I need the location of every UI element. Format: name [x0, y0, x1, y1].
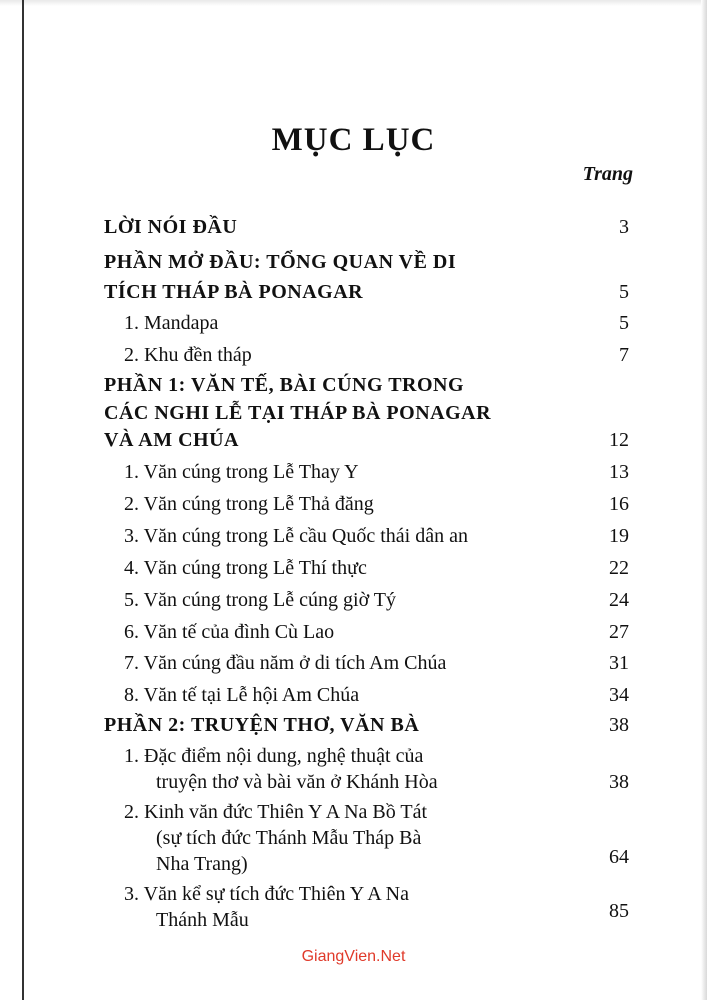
toc-entry-2-2-cont2: Nha Trang) — [156, 853, 248, 875]
toc-entry-1-7: 7. Văn cúng đầu năm ở di tích Am Chúa — [124, 652, 447, 674]
toc-entry-2-2-cont: (sự tích đức Thánh Mẫu Tháp Bà — [156, 827, 422, 849]
toc-entry-temple-area: 2. Khu đền tháp — [124, 344, 252, 366]
toc-page-part-2: 38 — [609, 714, 629, 736]
toc-entry-2-1-cont: truyện thơ và bài văn ở Khánh Hòa — [156, 771, 438, 793]
toc-page-2-1: 38 — [609, 771, 629, 793]
toc-entry-1-2: 2. Văn cúng trong Lễ Thả đăng — [124, 493, 374, 515]
toc-entry-part-1: PHẦN 1: VĂN TẾ, BÀI CÚNG TRONG — [104, 374, 465, 396]
toc-entry-part-1-cont: CÁC NGHI LỄ TẠI THÁP BÀ PONAGAR — [104, 402, 492, 424]
page-column-label: Trang — [582, 163, 633, 185]
toc-entry-1-8: 8. Văn tế tại Lễ hội Am Chúa — [124, 684, 360, 706]
toc-page-opening-part: 5 — [619, 281, 629, 303]
page-title: MỤC LỤC — [271, 122, 436, 158]
toc-page-1-8: 34 — [609, 684, 629, 706]
toc-entry-1-1: 1. Văn cúng trong Lễ Thay Y — [124, 461, 359, 483]
toc-entry-part-1-cont2: VÀ AM CHÚA — [104, 429, 239, 451]
toc-page-1-1: 13 — [609, 461, 629, 483]
toc-page-1-4: 22 — [609, 557, 629, 579]
toc-entry-2-2: 2. Kinh văn đức Thiên Y A Na Bồ Tát — [124, 801, 428, 823]
toc-page-1-5: 24 — [609, 589, 629, 611]
toc-page-2-2: 64 — [609, 846, 629, 868]
toc-page-1-6: 27 — [609, 621, 629, 643]
toc-page-mandapa: 5 — [619, 312, 629, 334]
toc-entry-mandapa: 1. Mandapa — [124, 312, 219, 334]
toc-page-temple-area: 7 — [619, 344, 629, 366]
toc-entry-intro: LỜI NÓI ĐẦU — [104, 216, 238, 238]
toc-entry-1-4: 4. Văn cúng trong Lễ Thí thực — [124, 557, 367, 579]
toc-entry-1-3: 3. Văn cúng trong Lễ cầu Quốc thái dân an — [124, 525, 468, 547]
toc-entry-2-1: 1. Đặc điểm nội dung, nghệ thuật của — [124, 745, 424, 767]
toc-page-1-7: 31 — [609, 652, 629, 674]
toc-entry-opening-part-cont: TÍCH THÁP BÀ PONAGAR — [104, 281, 364, 303]
toc-page-intro: 3 — [619, 216, 629, 238]
toc-entry-part-2: PHẦN 2: TRUYỆN THƠ, VĂN BÀ — [104, 714, 420, 736]
toc-page-2-3: 85 — [609, 900, 629, 922]
toc-entry-1-6: 6. Văn tế của đình Cù Lao — [124, 621, 335, 643]
toc-entry-2-3-cont: Thánh Mẫu — [156, 909, 249, 931]
toc-entry-opening-part: PHẦN MỞ ĐẦU: TỔNG QUAN VỀ DI — [104, 251, 457, 273]
toc-page-1-2: 16 — [609, 493, 629, 515]
toc-page-part-1: 12 — [609, 429, 629, 451]
watermark-footer: GiangVien.Net — [301, 948, 406, 965]
toc-entry-2-3: 3. Văn kể sự tích đức Thiên Y A Na — [124, 883, 409, 905]
toc-page-1-3: 19 — [609, 525, 629, 547]
toc-entry-1-5: 5. Văn cúng trong Lễ cúng giờ Tý — [124, 589, 397, 611]
